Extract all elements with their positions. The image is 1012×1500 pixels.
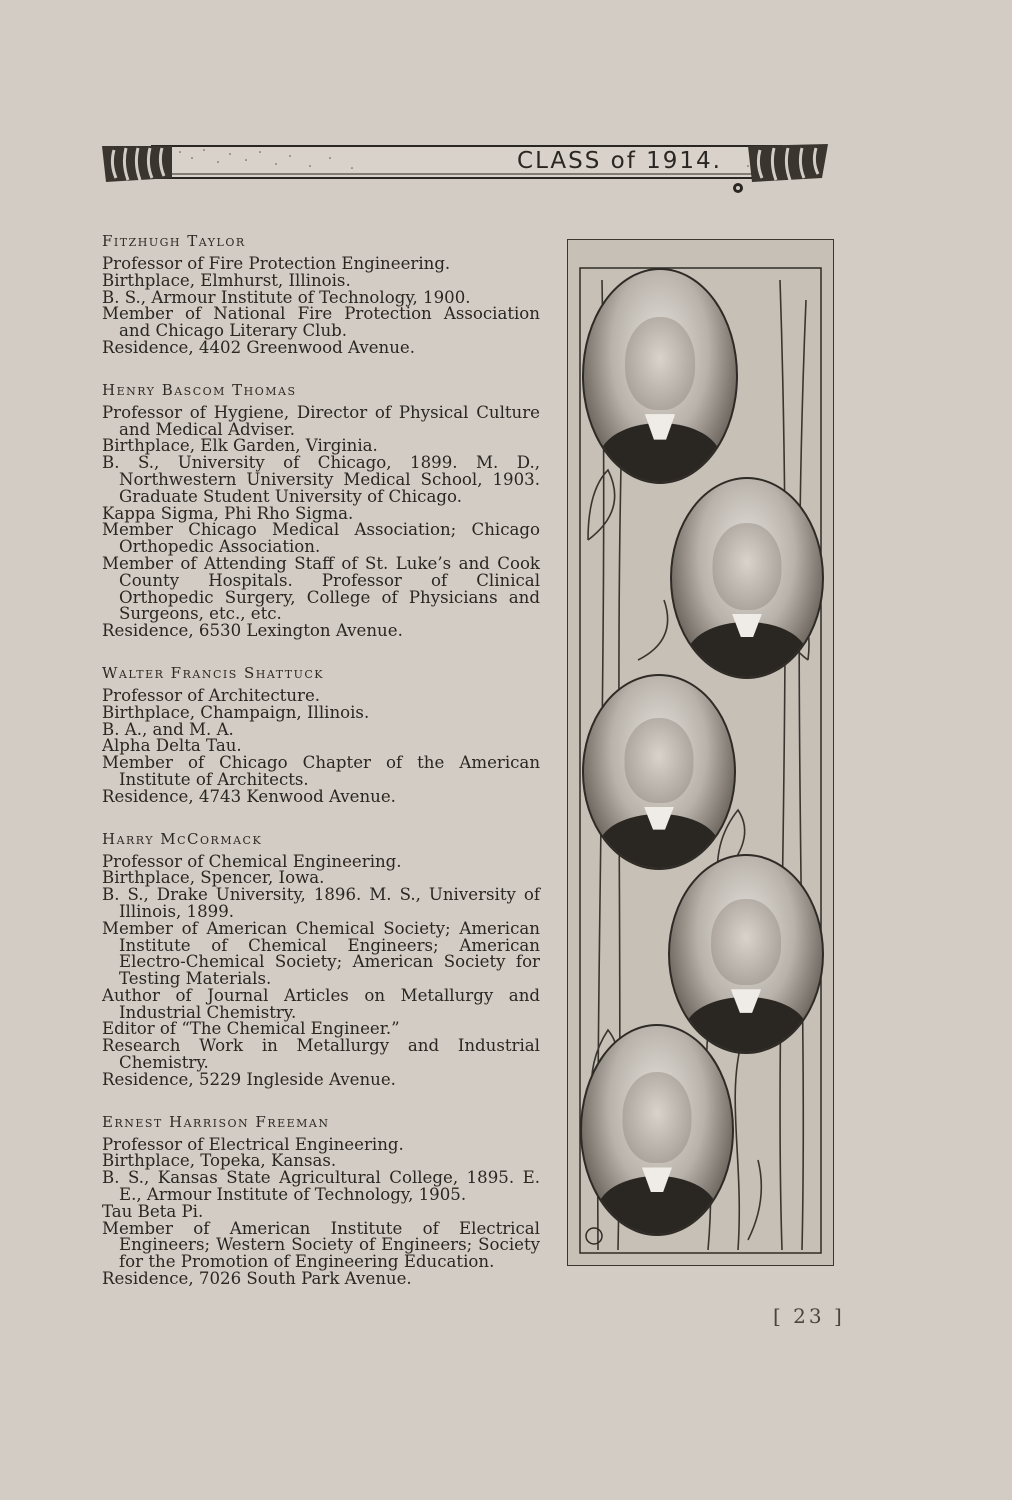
faculty-name: Fitzhugh Taylor <box>102 232 246 250</box>
entry-line: B. S., Armour Institute of Technology, 1900. <box>102 287 471 307</box>
entry-line: Residence, 6530 Lexington Avenue. <box>102 621 403 641</box>
portrait-henry-bascom-thomas <box>670 477 824 679</box>
entry-line: Research Work in Metallurgy and Industrial Chemistry. <box>102 1036 540 1073</box>
entry-line: Birthplace, Champaign, Illinois. <box>102 702 370 722</box>
faculty-entry <box>102 664 540 806</box>
entry-line: B. S., University of Chicago, 1899. M. D., Northwestern University Medical School, 1903. Graduate Student University of Chicago. <box>102 453 540 506</box>
banner-title: CLASS of 1914. <box>517 148 722 174</box>
entry-line: Tau Beta Pi. <box>102 1201 204 1221</box>
entry-line: Residence, 7026 South Park Avenue. <box>102 1269 412 1289</box>
portrait-harry-mccormack <box>668 854 824 1054</box>
entry-line: Member of Attending Staff of St. Luke’s and Cook County Hospitals. Professor of Clinical Orthopedic Surgery, College of Physicians and Surgeons, etc., etc. <box>102 553 540 624</box>
entry-line: B. S., Kansas State Agricultural College, 1895. E. E., Armour Institute of Technology, 1905. <box>102 1168 540 1205</box>
entry-line: Birthplace, Topeka, Kansas. <box>102 1151 337 1171</box>
entry-line: Residence, 4743 Kenwood Avenue. <box>102 786 396 806</box>
portrait-ernest-harrison-freeman <box>580 1024 734 1236</box>
entry-line: Member Chicago Medical Association; Chicago Orthopedic Association. <box>102 520 540 557</box>
entry-line: B. A., and M. A. <box>102 719 234 739</box>
entry-line: Author of Journal Articles on Metallurgy and Industrial Chemistry. <box>102 985 540 1022</box>
entry-line: Professor of Fire Protection Engineering. <box>102 254 451 273</box>
entry-line: Birthplace, Spencer, Iowa. <box>102 868 325 888</box>
faculty-name: Henry Bascom Thomas <box>102 380 297 399</box>
entry-line: Birthplace, Elmhurst, Illinois. <box>102 270 351 290</box>
entry-line: Birthplace, Elk Garden, Virginia. <box>102 436 378 456</box>
entry-line: Alpha Delta Tau. <box>102 736 242 756</box>
entry-line: Member of American Chemical Society; American Institute of Chemical Engineers; American Electro-Chemical Society; American Society for Testing Materials. <box>102 918 540 989</box>
faculty-name: Ernest Harrison Freeman <box>102 1112 330 1131</box>
faculty-entry <box>102 830 540 1089</box>
faculty-list <box>102 232 540 1312</box>
portrait-fitzhugh-taylor <box>582 268 738 484</box>
entry-line: Residence, 5229 Ingleside Avenue. <box>102 1069 396 1089</box>
entry-line: Kappa Sigma, Phi Rho Sigma. <box>102 503 354 523</box>
entry-line: Member of American Institute of Electrical Engineers; Western Society of Engineers; Society for the Promotion of Engineering Education. <box>102 1218 540 1272</box>
portrait-panel <box>567 239 834 1266</box>
faculty-entry <box>102 381 540 640</box>
entry-line: Professor of Hygiene, Director of Physical Culture and Medical Adviser. <box>102 402 540 439</box>
faculty-name: Harry McCormack <box>102 829 263 848</box>
entry-line: Professor of Electrical Engineering. <box>102 1134 404 1154</box>
page-number: [ 23 ] <box>773 1304 845 1328</box>
portrait-walter-francis-shattuck <box>582 674 736 870</box>
faculty-entry <box>102 232 540 357</box>
entry-line: Member of Chicago Chapter of the American Institute of Architects. <box>102 753 540 789</box>
faculty-name: Walter Francis Shattuck <box>102 663 325 682</box>
entry-line: Residence, 4402 Greenwood Avenue. <box>102 337 416 357</box>
class-banner <box>100 138 828 194</box>
faculty-entry <box>102 1113 540 1288</box>
entry-line: Professor of Architecture. <box>102 685 321 705</box>
entry-line: Professor of Chemical Engineering. <box>102 851 402 871</box>
entry-line: B. S., Drake University, 1896. M. S., University of Illinois, 1899. <box>102 885 540 921</box>
entry-line: Editor of “The Chemical Engineer.” <box>102 1019 400 1039</box>
entry-line: Member of National Fire Protection Association and Chicago Literary Club. <box>102 304 540 341</box>
